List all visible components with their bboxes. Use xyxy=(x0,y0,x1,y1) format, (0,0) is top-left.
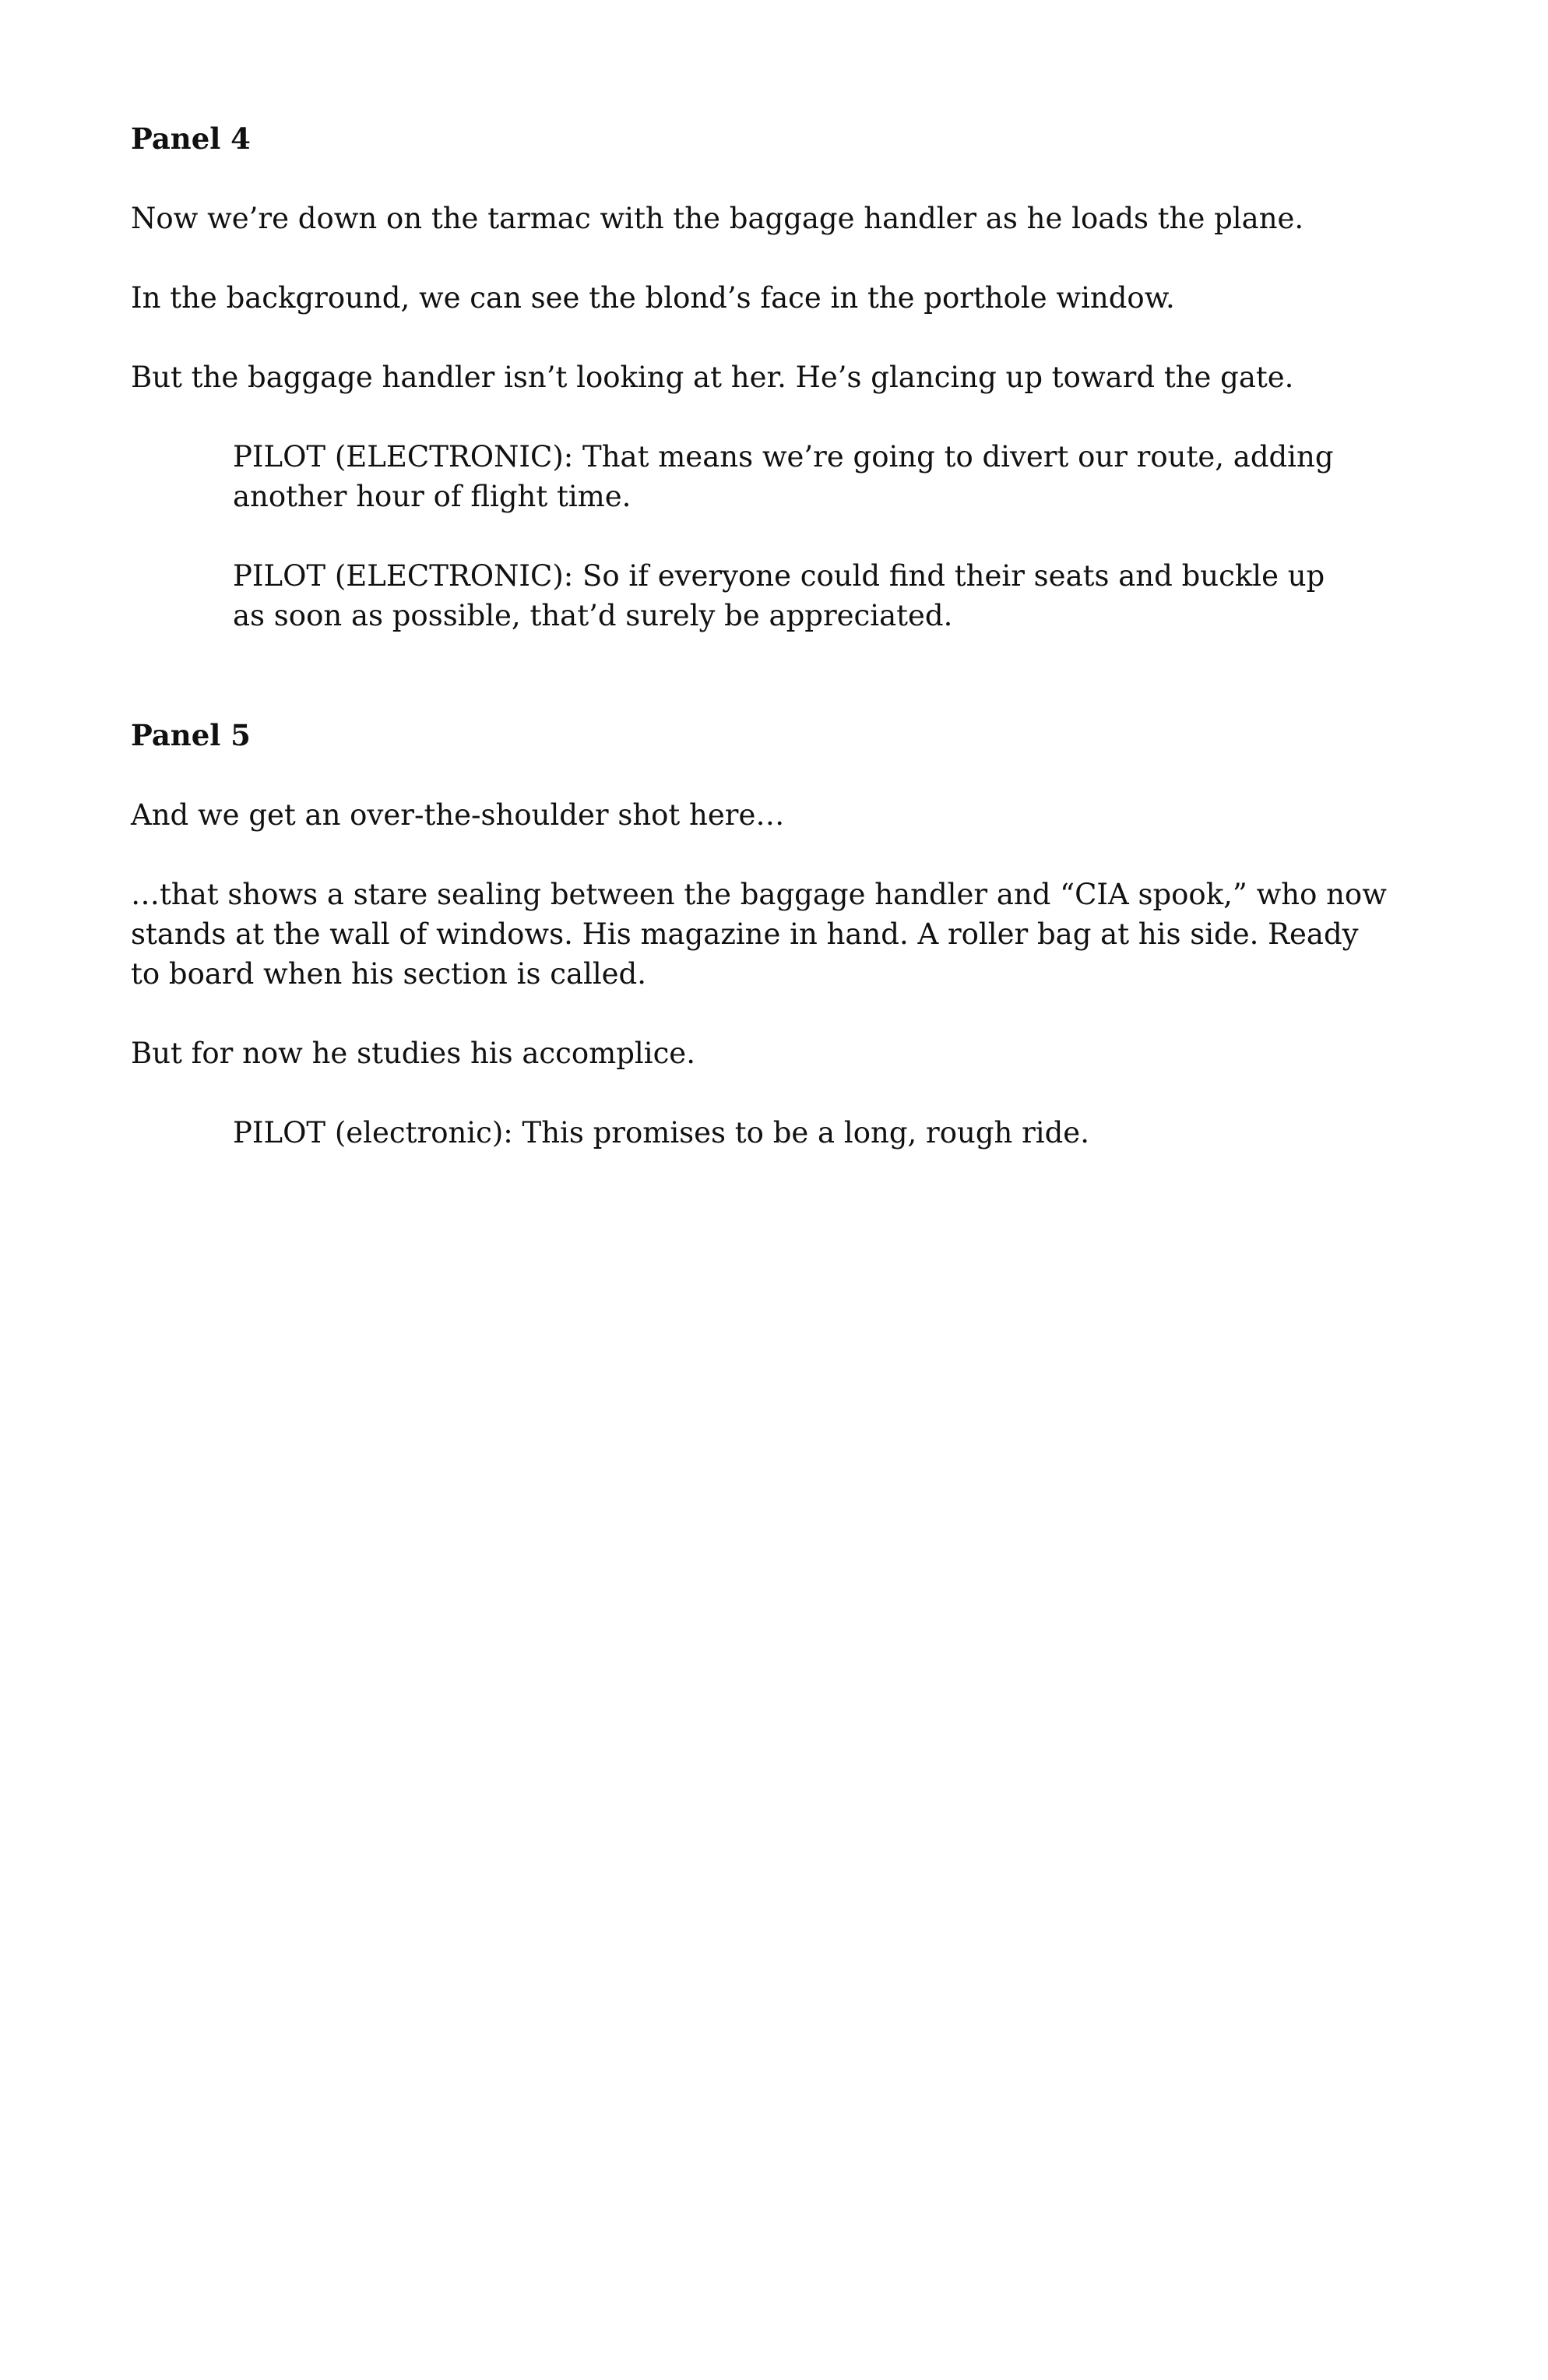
panel-5-dialogue-1: PILOT (electronic): This promises to be a long, rough ride. xyxy=(233,1116,1089,1150)
panel-4-heading: Panel 4 xyxy=(131,121,251,156)
panel-5-description-3: But for now he studies his accomplice. xyxy=(131,1037,695,1070)
script-content xyxy=(131,118,1392,1192)
panel-5-description-1: And we get an over-the-shoulder shot here… xyxy=(131,798,785,832)
panel-5-heading: Panel 5 xyxy=(131,718,251,752)
panel-5-section xyxy=(131,715,1392,1153)
panel-4-dialogue-2: PILOT (ELECTRONIC): So if everyone could find their seats and buckle up as soon as possible, that’d surely be appreciated. xyxy=(233,559,1325,632)
panel-4-description-1: Now we’re down on the tarmac with the baggage handler as he loads the plane. xyxy=(131,202,1304,235)
panel-4-section xyxy=(131,118,1392,635)
panel-divider-space xyxy=(131,675,1392,715)
panel-4-description-3: But the baggage handler isn’t looking at her. He’s glancing up toward the gate. xyxy=(131,361,1294,394)
panel-4-dialogue-1: PILOT (ELECTRONIC): That means we’re going to divert our route, adding another hour of flight time. xyxy=(233,440,1334,513)
panel-5-description-2: …that shows a stare sealing between the baggage handler and “CIA spook,” who now stands at the wall of windows. His magazine in hand. A roller bag at his side. Ready to board when his section is called. xyxy=(131,878,1387,991)
panel-4-description-2: In the background, we can see the blond’s face in the porthole window. xyxy=(131,281,1175,315)
